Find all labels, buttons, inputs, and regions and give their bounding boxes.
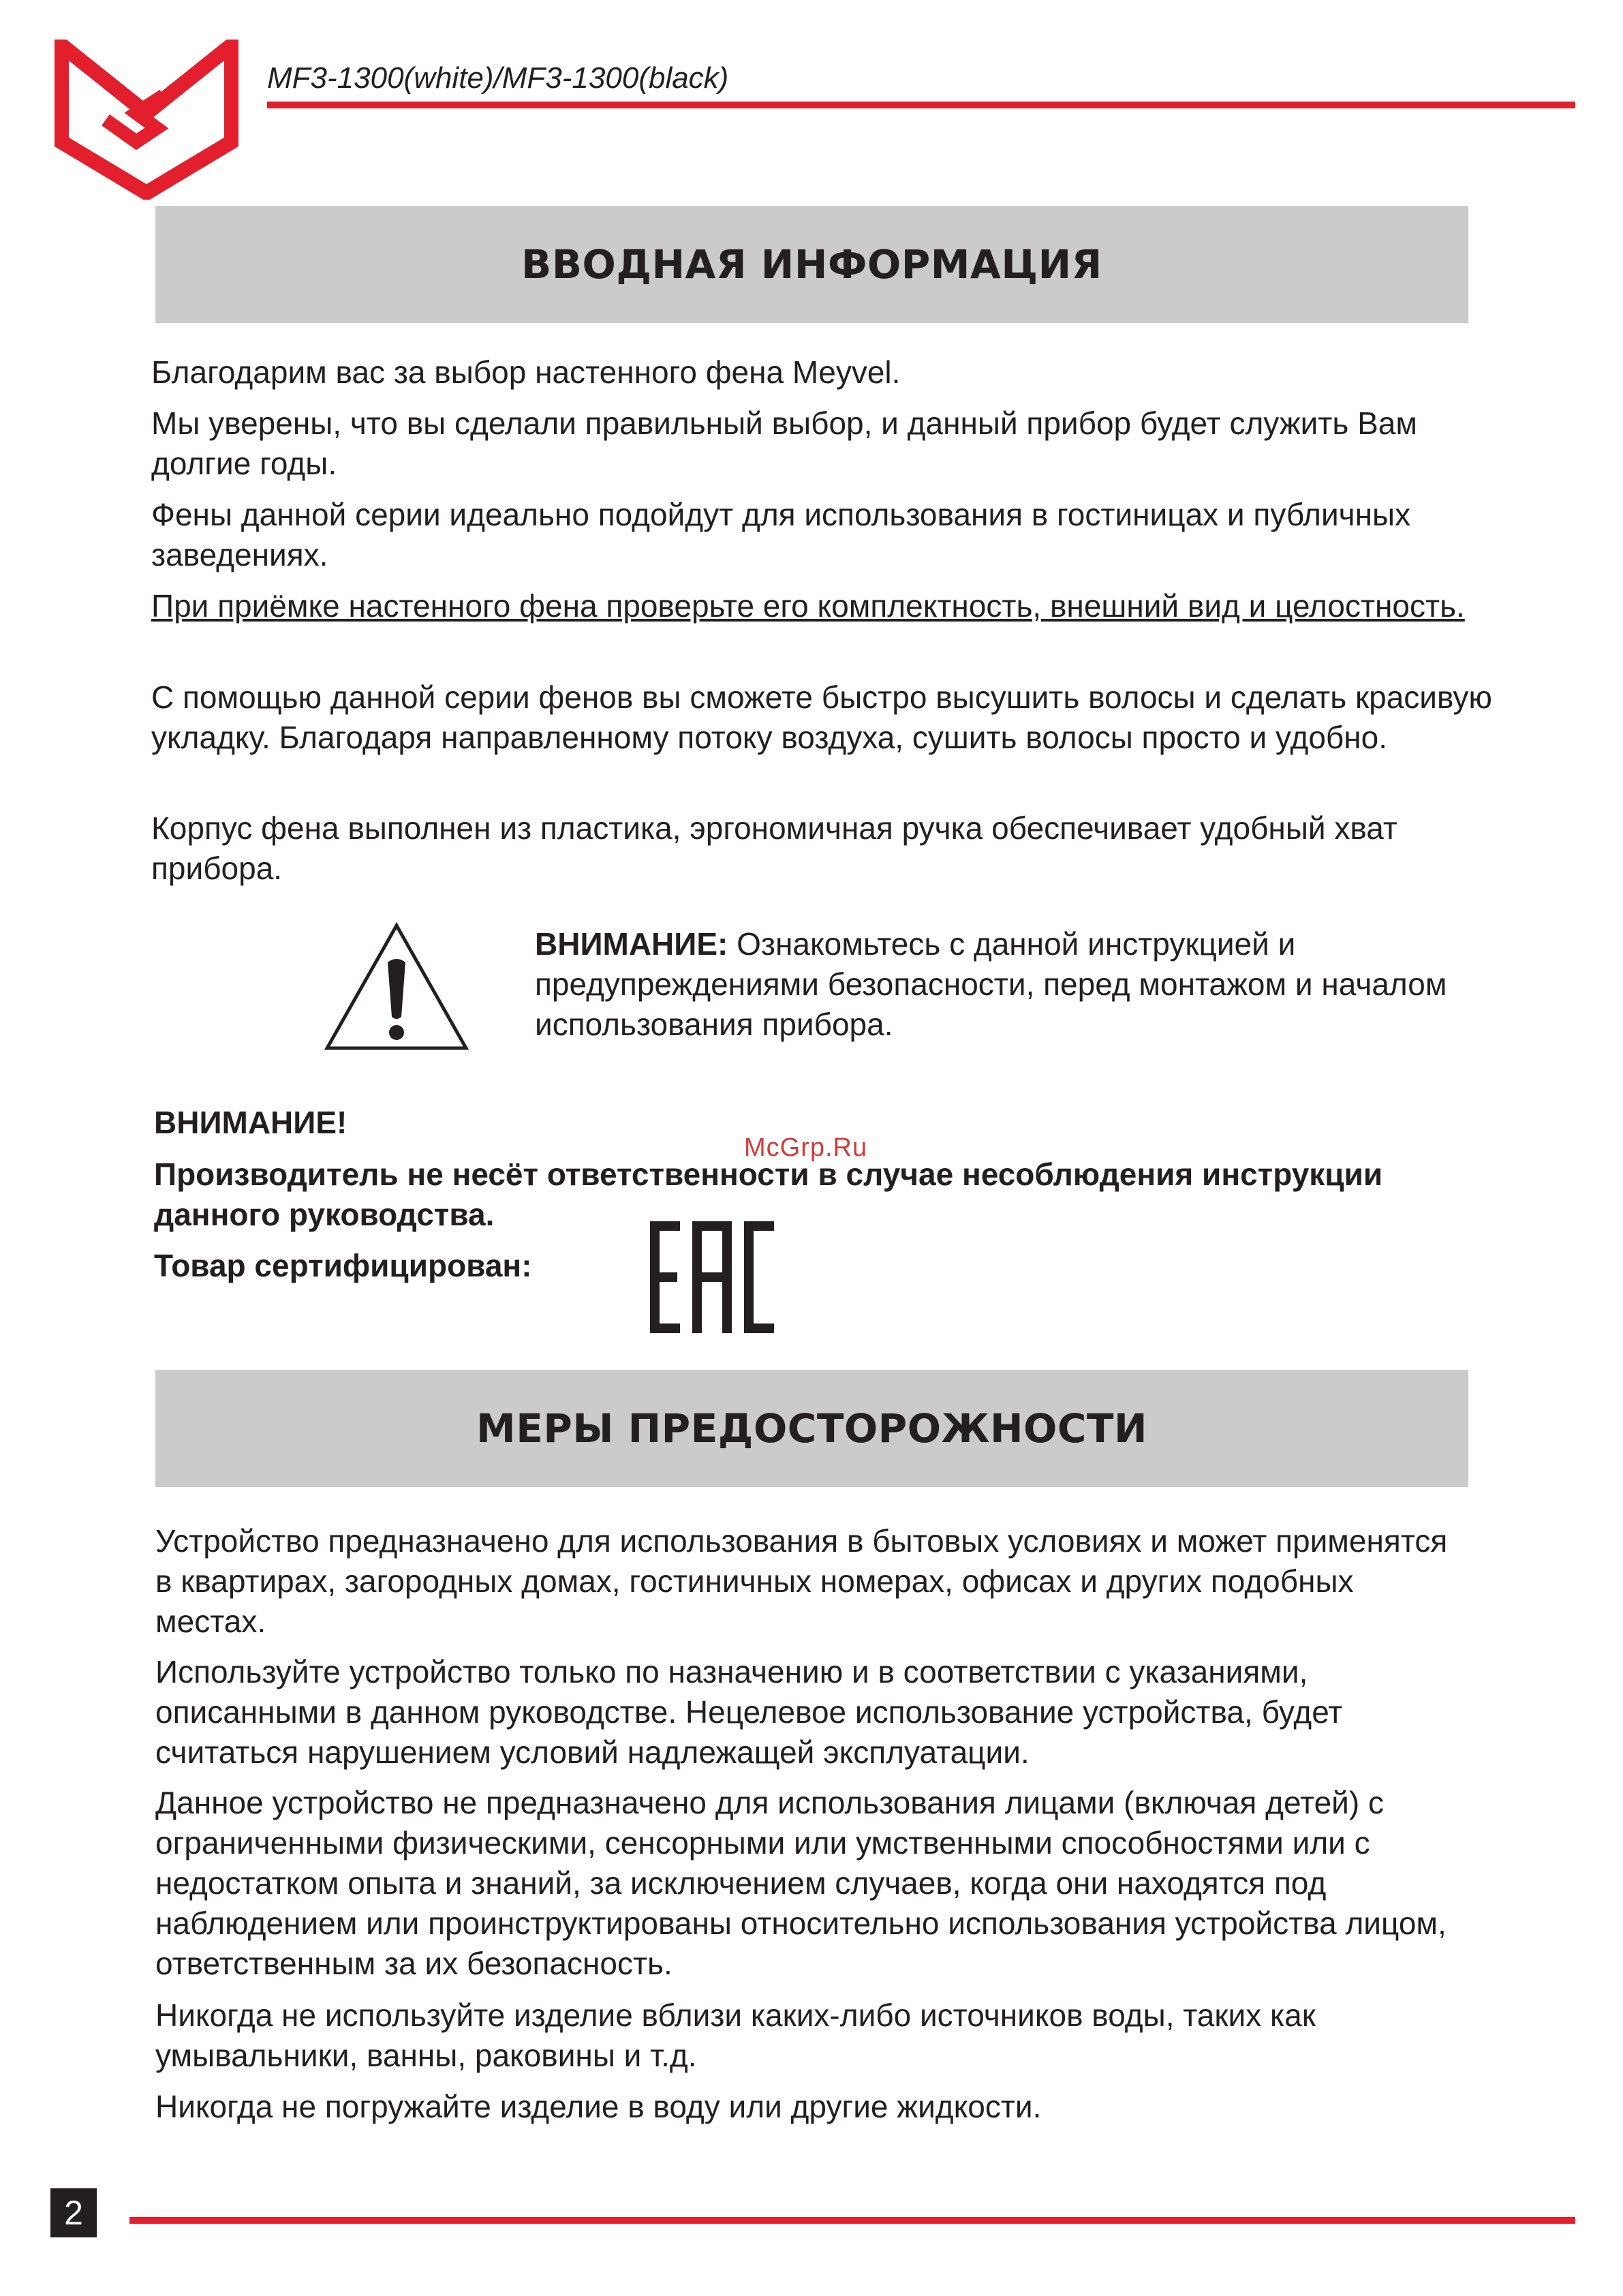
watermark: McGrp.Ru <box>744 1133 868 1162</box>
intro-paragraph: С помощью данной серии фенов вы сможете быстро высушить волосы и сделать красивую укладку. Благодаря направленному потоку воздуха, сушить волосы просто и удобно. <box>151 679 1492 755</box>
intro-section-band <box>155 206 1468 323</box>
precautions-paragraph: Никогда не погружайте изделие в воду или другие жидкости. <box>155 2089 1042 2124</box>
page-number: 2 <box>50 2188 97 2237</box>
precautions-paragraph: Используйте устройство только по назначению и в соответствии с указаниями, описанными в данном руководстве. Нецелевое использование устройства, будет считаться нарушением условий надлежащей эксплуатации. <box>155 1654 1343 1770</box>
intro-paragraph-underlined: При приёмке настенного фена проверьте его комплектность, внешний вид и целостность. <box>151 588 1465 624</box>
notice-heading: ВНИМАНИЕ! <box>154 1105 347 1140</box>
warning-text <box>535 924 1462 1045</box>
intro-paragraph: Мы уверены, что вы сделали правильный выбор, и данный прибор будет служить Вам долгие годы. <box>151 405 1417 481</box>
precautions-paragraph: Устройство предназначено для использования в бытовых условиях и может применятся в квартирах, загородных домах, гостиничных номерах, офисах и других подобных местах. <box>155 1523 1448 1639</box>
warning-body: Ознакомьтесь с данной инструкцией и предупреждениями безопасности, перед монтажом и началом использования прибора. <box>535 926 1447 1042</box>
precautions-section-title: МЕРЫ ПРЕДОСТОРОЖНОСТИ <box>476 1405 1148 1452</box>
warning-triangle-icon <box>323 921 470 1052</box>
intro-paragraph: Благодарим вас за выбор настенного фена Meyvel. <box>151 354 901 390</box>
brand-shield-logo-icon <box>55 40 238 200</box>
intro-paragraph: Фены данной серии идеально подойдут для использования в гостиницах и публичных заведениях. <box>151 497 1411 572</box>
intro-paragraph: Корпус фена выполнен из пластика, эргономичная ручка обеспечивает удобный хват прибора. <box>151 810 1397 886</box>
warning-label: ВНИМАНИЕ: <box>535 926 728 962</box>
notice-body: Производитель не несёт ответственности в случае несоблюдения инструкции данного руководства. <box>154 1157 1383 1232</box>
header-rule <box>267 102 1575 108</box>
precautions-section-band <box>155 1370 1468 1487</box>
certification-label: Товар сертифицирован: <box>154 1248 532 1283</box>
footer-rule <box>129 2217 1575 2224</box>
model-title: MF3-1300(white)/MF3-1300(black) <box>267 61 729 95</box>
intro-section-title: ВВОДНАЯ ИНФОРМАЦИЯ <box>521 241 1102 288</box>
precautions-paragraph: Никогда не используйте изделие вблизи каких-либо источников воды, таких как умывальники, ванны, раковины и т.д. <box>155 1997 1316 2073</box>
precautions-paragraph: Данное устройство не предназначено для использования лицами (включая детей) с ограниченными физическими, сенсорными или умственными способностями или с недостатком опыта и знаний, за исключением случаев, когда они находятся под наблюдением или проинструктированы относительно использования устройства лицом, ответственным за их безопасность. <box>155 1785 1447 1981</box>
eac-certification-mark-icon <box>647 1219 777 1336</box>
